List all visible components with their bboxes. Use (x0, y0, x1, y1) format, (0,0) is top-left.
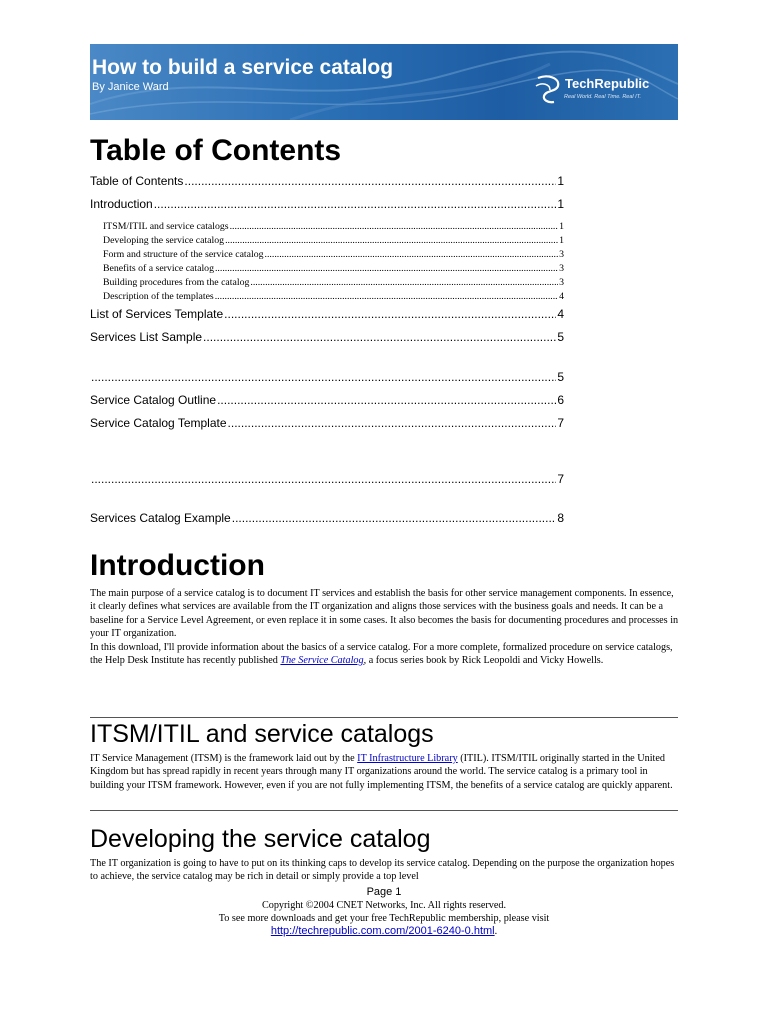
toc-leader (228, 416, 557, 430)
promo-text: To see more downloads and get your free TechRepublic membership, please visit (218, 913, 550, 924)
toc-entry-title: List of Services Template (90, 307, 224, 321)
introduction-paragraph: The main purpose of a service catalog is to document IT services and establish the basis for other service management components. In essence, it clearly defines what services are available from the IT organization and aligns those services with the business goals and needs. It can be a baseline for a Service Level Agreement, or even replace it in some cases. It also becomes the basis for documenting procedures and processes in your IT organization. (90, 588, 679, 640)
toc-entry-title: Services Catalog Example (90, 511, 231, 525)
toc-entry[interactable] (103, 291, 564, 304)
developing-heading: Developing the service catalog (90, 825, 431, 853)
toc-entry[interactable] (90, 416, 564, 431)
toc-entry[interactable] (90, 174, 564, 189)
toc-entry[interactable] (103, 221, 564, 234)
header-banner (90, 44, 678, 120)
document-title: How to build a service catalog (92, 56, 394, 79)
toc-entry-page: 3 (559, 277, 564, 288)
toc-leader (250, 277, 558, 288)
toc-entry-title: Developing the service catalog (103, 235, 225, 246)
text-run: . (494, 926, 498, 937)
toc-leader (217, 393, 556, 407)
toc-entry-page: 3 (559, 263, 564, 274)
toc-entry[interactable] (103, 277, 564, 290)
document-author: By Janice Ward (92, 81, 169, 93)
introduction-paragraph (90, 641, 680, 668)
toc-entry-page: 1 (559, 221, 564, 232)
toc-entry-page: 1 (559, 235, 564, 246)
toc-entry-title: Service Catalog Template (90, 416, 227, 430)
toc-leader (265, 249, 559, 260)
toc-entry-page: 4 (559, 291, 564, 302)
toc-entry-title: Description of the templates (103, 291, 214, 302)
toc-entry-title: Building procedures from the catalog (103, 277, 250, 288)
text-run: (ITIL). ITSM/ITIL originally started in the United Kingdom but has spread rapidly in recent years through many IT organizations around the world. The service catalog is a primary tool in building your ITSM framework. However, even if you are not fully implementing ITSM, the benefits of a service catalog are quickly apparent. (90, 753, 673, 791)
section-divider (90, 810, 678, 811)
toc-entry[interactable] (103, 263, 564, 276)
toc-entry-title: Introduction (90, 197, 153, 211)
toc-entry[interactable] (90, 197, 564, 212)
toc-entry-page: 6 (557, 393, 564, 407)
toc-entry[interactable] (90, 307, 564, 322)
techrepublic-logo (534, 72, 674, 106)
toc-entry-page: 4 (557, 307, 564, 321)
toc-entry-title: ITSM/ITIL and service catalogs (103, 221, 229, 232)
the-service-catalog-link[interactable]: The Service Catalog (280, 655, 364, 667)
toc-entry[interactable] (90, 330, 564, 345)
toc-entry-page: 5 (557, 330, 564, 344)
techrepublic-url-link[interactable]: http://techrepublic.com.com/2001-6240-0.html (270, 925, 495, 937)
developing-body (90, 857, 680, 884)
logo-wordmark: TechRepublic (565, 76, 650, 91)
toc-entry[interactable] (90, 511, 564, 526)
itsm-body (90, 752, 680, 792)
copyright-text: Copyright ©2004 CNET Networks, Inc. All rights reserved. (261, 900, 507, 911)
toc-entry-page: 8 (557, 511, 564, 525)
toc-entry-page: 1 (557, 174, 564, 188)
toc-leader (215, 291, 558, 302)
toc-leader (184, 174, 556, 188)
toc-entry-title: Service Catalog Outline (90, 393, 217, 407)
toc-entry[interactable] (103, 235, 564, 248)
page-number: Page 1 (366, 886, 402, 898)
text-run: , a focus series book by Rick Leopoldi and Vicky Howells. (363, 655, 604, 667)
toc-leader (215, 263, 558, 274)
toc-leader (154, 197, 557, 211)
toc-leader (232, 511, 557, 525)
itsm-heading: ITSM/ITIL and service catalogs (90, 720, 434, 748)
logo-tagline: Real World. Real Time. Real IT. (564, 94, 642, 100)
toc-entry-page: 3 (559, 249, 564, 260)
toc-leader (91, 472, 556, 486)
toc-entry-page: 7 (557, 472, 564, 486)
toc-leader (91, 370, 556, 384)
toc-entry-page: 5 (557, 370, 564, 384)
toc-entry-title: Benefits of a service catalog (103, 263, 214, 274)
toc-entry-title: Form and structure of the service catalog (103, 249, 264, 260)
section-divider (90, 717, 678, 718)
toc-leader (230, 221, 559, 232)
page-footer (90, 886, 678, 938)
toc-leader (224, 307, 556, 321)
toc-entry[interactable] (90, 370, 564, 385)
toc-entry-page: 7 (557, 416, 564, 430)
itil-link[interactable]: IT Infrastructure Library (357, 753, 458, 764)
footer-link-line (90, 925, 678, 938)
developing-paragraph: The IT organization is going to have to put on its thinking caps to develop its service catalog. Depending on the purpose the organization hopes to achieve, the service catalog may be rich in detail or simply provide a top level (90, 858, 675, 883)
toc-entry-title: Services List Sample (90, 330, 203, 344)
introduction-heading: Introduction (90, 549, 265, 582)
introduction-body (90, 587, 680, 667)
text-run: In this download, I'll provide information about the basics of a service catalog. For a more complete, formalized procedure on service catalogs, the Help Desk Institute has recently published (90, 641, 673, 667)
toc-entry[interactable] (90, 472, 564, 487)
logo-swirl-icon (534, 72, 564, 104)
toc-heading: Table of Contents (90, 134, 342, 167)
toc-entry[interactable] (103, 249, 564, 262)
toc-entry-page: 1 (557, 197, 564, 211)
toc-entry-title: Table of Contents (90, 174, 184, 188)
itsm-paragraph (90, 752, 680, 792)
toc-leader (225, 235, 558, 246)
toc-leader (203, 330, 556, 344)
toc-entry[interactable] (90, 393, 564, 408)
text-run: IT Service Management (ITSM) is the framework laid out by the (90, 753, 358, 764)
